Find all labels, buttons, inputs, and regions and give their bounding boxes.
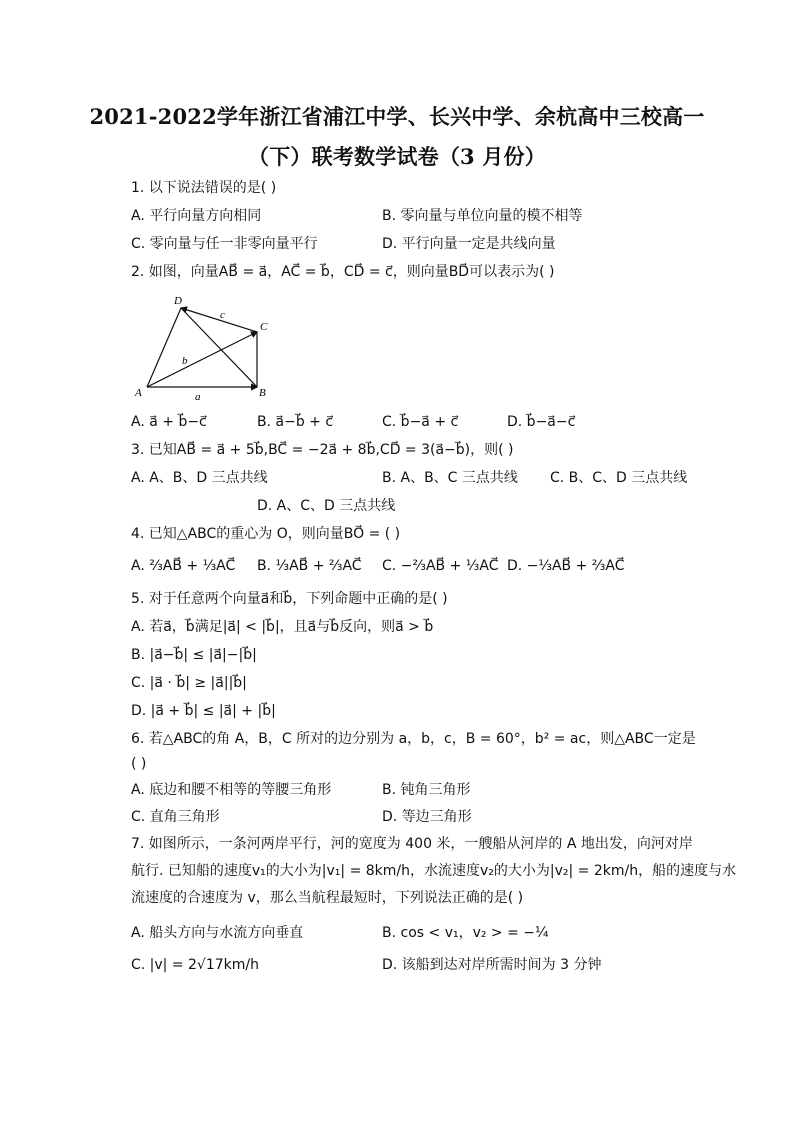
q3-option-b: B. A、B、C 三点共线 (382, 470, 518, 486)
q5-option-b: B. |a⃗−b⃗| ≤ |a⃗|−|b⃗| (131, 647, 257, 663)
q7-option-b: B. cos < v₁，v₂ > = −¼ (382, 925, 549, 941)
q5-option-d: D. |a⃗ + b⃗| ≤ |a⃗| + |b⃗| (131, 703, 276, 719)
vertex-d-label: D (174, 295, 182, 307)
q4-stem: 4. 已知△ABC的重心为 O，则向量BO⃗ = ( ) (131, 526, 401, 542)
q6-option-d: D. 等边三角形 (382, 809, 472, 825)
q4-option-c: C. −⅔AB⃗ + ⅓AC⃗ (382, 558, 499, 574)
vector-b-label: b⃗ (182, 355, 197, 367)
q2-quadrilateral-figure (130, 292, 280, 408)
q6-option-a: A. 底边和腰不相等的等腰三角形 (131, 782, 332, 798)
q5-stem: 5. 对于任意两个向量a⃗和b⃗，下列命题中正确的是( ) (131, 591, 448, 607)
q4-option-d: D. −⅓AB⃗ + ⅔AC⃗ (507, 558, 625, 574)
q5-option-a: A. 若a⃗，b⃗满足|a⃗| < |b⃗|，且a⃗与b⃗反向，则a⃗ > b⃗ (131, 619, 434, 635)
q1-stem: 1. 以下说法错误的是( ) (131, 180, 277, 196)
q1-option-a: A. 平行向量方向相同 (131, 208, 262, 224)
q6-stem-paren: ( ) (131, 756, 147, 772)
exam-title-line2: （下）联考数学试卷（3 月份） (248, 144, 546, 169)
q2-option-d: D. b⃗−a⃗−c⃗ (507, 414, 576, 430)
q7-option-d: D. 该船到达对岸所需时间为 3 分钟 (382, 957, 602, 973)
q4-option-a: A. ⅔AB⃗ + ⅓AC⃗ (131, 558, 236, 574)
side-ad (147, 308, 181, 387)
vector-a-label: a⃗ (195, 391, 210, 403)
q1-option-c: C. 零向量与任一非零向量平行 (131, 236, 318, 252)
q6-option-b: B. 钝角三角形 (382, 782, 471, 798)
exam-title-line1: 2021-2022学年浙江省浦江中学、长兴中学、余杭高中三校高一 (89, 104, 705, 129)
vertex-a-label: A (135, 387, 142, 399)
vector-c-label: c⃗ (220, 309, 234, 321)
q3-option-a: A. A、B、D 三点共线 (131, 470, 268, 486)
q4-option-b: B. ⅓AB⃗ + ⅔AC⃗ (257, 558, 362, 574)
q3-option-d: D. A、C、D 三点共线 (257, 498, 396, 514)
q1-option-d: D. 平行向量一定是共线向量 (382, 236, 556, 252)
q2-option-c: C. b⃗−a⃗ + c⃗ (382, 414, 459, 430)
vector-ac (147, 332, 257, 387)
q2-option-b: B. a⃗−b⃗ + c⃗ (257, 414, 334, 430)
vertex-b-label: B (259, 387, 266, 399)
q6-stem: 6. 若△ABC的角 A，B，C 所对的边分别为 a，b，c，B = 60°，b² = ac，则△ABC一定是 (131, 731, 696, 747)
q3-stem: 3. 已知AB⃗ = a⃗ + 5b⃗,BC⃗ = −2a⃗ + 8b⃗,CD⃗ = 3(a⃗−b⃗)，则( ) (131, 442, 514, 458)
q3-option-c: C. B、C、D 三点共线 (550, 470, 688, 486)
q7-option-c: C. |v| = 2√17km/h (131, 957, 260, 973)
q1-option-b: B. 零向量与单位向量的模不相等 (382, 208, 583, 224)
q7-stem-line2: 航行. 已知船的速度v₁的大小为|v₁| = 8km/h，水流速度v₂的大小为|v₂| = 2km/h，船的速度与水 (131, 863, 737, 879)
vertex-c-label: C (260, 321, 268, 333)
q2-stem: 2. 如图，向量AB⃗ = a⃗，AC⃗ = b⃗，CD⃗ = c⃗，则向量BD⃗可以表示为( ) (131, 264, 555, 280)
q6-option-c: C. 直角三角形 (131, 809, 220, 825)
q7-stem-line1: 7. 如图所示，一条河两岸平行，河的宽度为 400 米，一艘船从河岸的 A 地出发，向河对岸 (131, 836, 693, 852)
q7-option-a: A. 船头方向与水流方向垂直 (131, 925, 304, 941)
q5-option-c: C. |a⃗ · b⃗| ≥ |a⃗||b⃗| (131, 675, 247, 691)
q7-stem-line3: 流速度的合速度为 v，那么当航程最短时，下列说法正确的是( ) (131, 890, 524, 906)
q2-option-a: A. a⃗ + b⃗−c⃗ (131, 414, 207, 430)
